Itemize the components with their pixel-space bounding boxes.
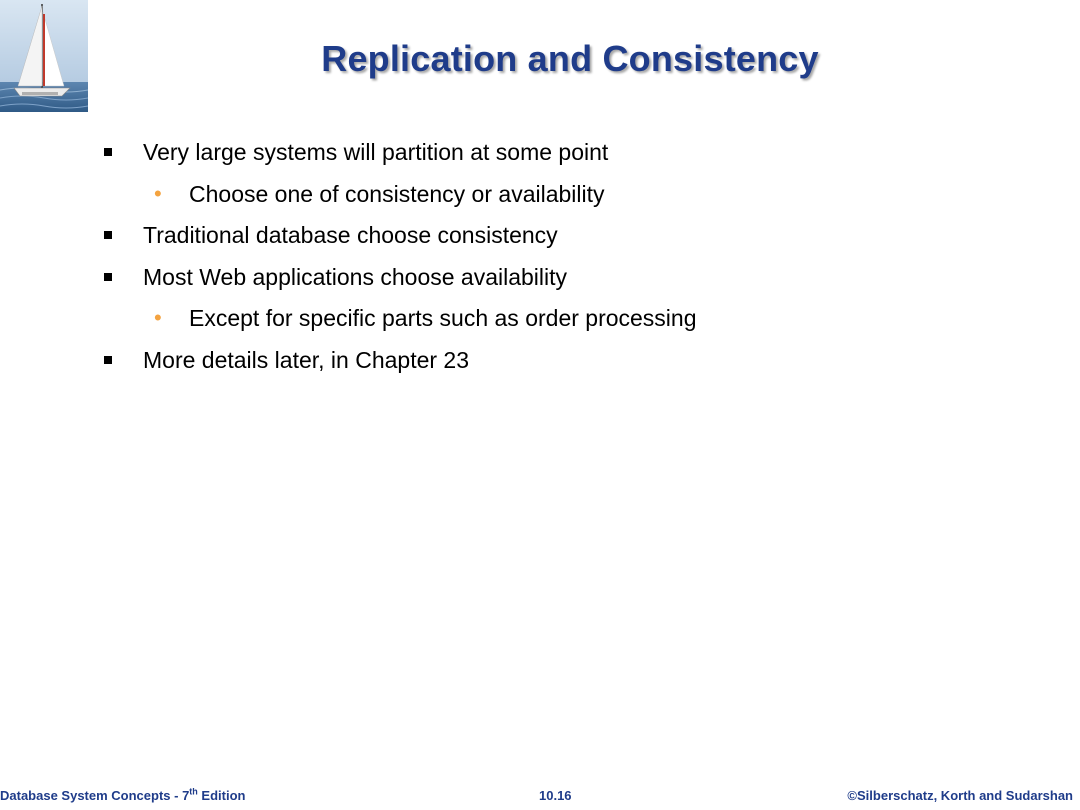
bullet-text: More details later, in Chapter 23 xyxy=(143,346,470,373)
slide-footer xyxy=(0,788,1080,808)
dot-bullet-icon: • xyxy=(154,305,162,330)
bullet-text: Traditional database choose consistency xyxy=(143,222,558,248)
slide-title: Replication and Consistency xyxy=(321,38,819,79)
footer-copyright: ©Silberschatz, Korth and Sudarshan xyxy=(847,788,1073,803)
footer-slide-number: 10.16 xyxy=(539,788,572,803)
bullet-item xyxy=(0,138,1080,180)
bullet-item xyxy=(0,346,1080,388)
square-bullet-icon xyxy=(104,273,112,281)
sub-bullet-item xyxy=(0,304,1080,346)
bullet-item xyxy=(0,221,1080,263)
dot-bullet-icon: • xyxy=(154,180,162,206)
square-bullet-icon xyxy=(104,356,112,364)
bullet-list xyxy=(0,138,1080,387)
footer-book-title: Database System Concepts - 7th Edition xyxy=(0,786,246,803)
bullet-text: Most Web applications choose availability xyxy=(143,263,568,290)
square-bullet-icon xyxy=(104,148,112,156)
bullet-text: Very large systems will partition at some point xyxy=(143,139,609,165)
square-bullet-icon xyxy=(104,231,112,239)
bullet-item xyxy=(0,263,1080,305)
sub-bullet-text: Except for specific parts such as order processing xyxy=(189,305,697,331)
sub-bullet-text: Choose one of consistency or availability xyxy=(189,180,605,207)
sub-bullet-item xyxy=(0,180,1080,222)
